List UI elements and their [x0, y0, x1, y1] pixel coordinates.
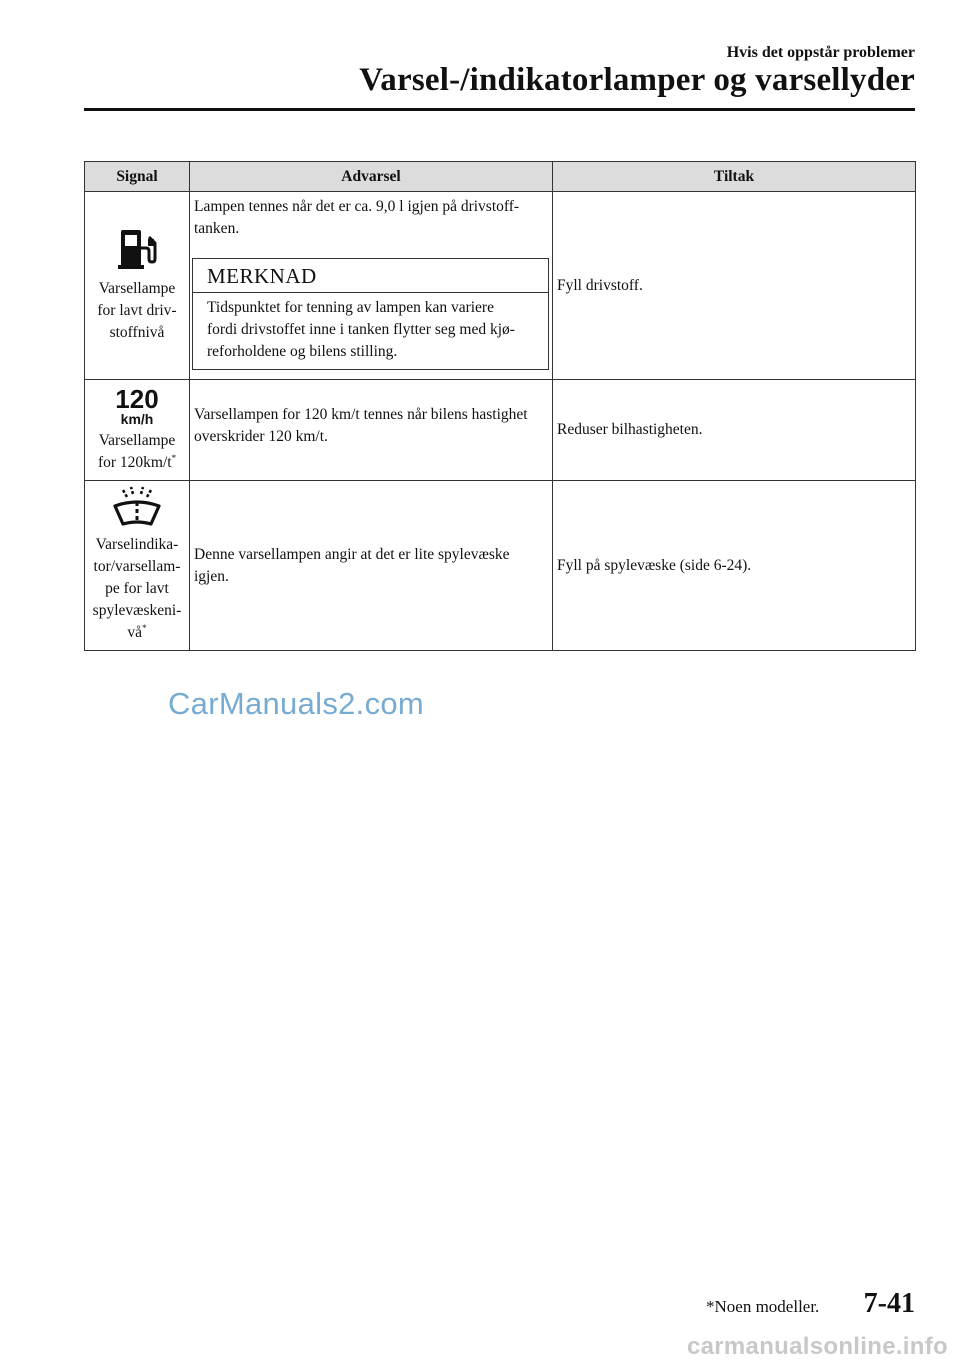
signal-label-line — [88, 452, 186, 474]
note-box — [192, 258, 549, 370]
advarsel-cell — [190, 380, 553, 481]
note-title: MERKNAD — [193, 259, 548, 293]
advarsel-line: Varsellampen for 120 km/t tennes når bilens hastighet — [194, 406, 528, 423]
signal-cell — [85, 481, 190, 651]
note-text — [193, 293, 548, 369]
signal-label-line: Varsellampe — [98, 279, 176, 297]
speed-unit: km/h — [120, 411, 154, 427]
advarsel-line: tanken. — [194, 220, 240, 237]
signal-label-line: spylevæskeni- — [92, 601, 182, 619]
tiltak-cell — [553, 380, 916, 481]
advarsel-line: igjen. — [194, 567, 229, 585]
signal-cell — [85, 192, 190, 380]
section-label: Hvis det oppstår problemer — [726, 44, 915, 61]
column-header-tiltak: Tiltak — [553, 162, 916, 192]
warning-lamp-table — [84, 161, 916, 651]
tiltak-text: Fyll på spylevæske (side 6-24). — [557, 556, 752, 574]
footnote-mark: * — [142, 622, 147, 633]
signal-label-line: vå — [127, 623, 143, 641]
column-header-signal: Signal — [85, 162, 190, 192]
column-header-advarsel: Advarsel — [190, 162, 553, 192]
advarsel-line: Lampen tennes når det er ca. 9,0 l igjen på drivstoff- — [194, 198, 520, 215]
title-rule — [84, 108, 915, 111]
footer-site-link[interactable]: carmanualsonline.info — [686, 1333, 948, 1360]
tiltak-cell — [553, 192, 916, 380]
table-row — [85, 380, 916, 481]
fuel-pump-icon — [117, 226, 157, 272]
note-line: fordi drivstoffet inne i tanken flytter seg med kjø- — [207, 321, 515, 338]
signal-label-line: tor/varsellam- — [93, 557, 181, 575]
watermark-link[interactable]: CarManuals2.com — [168, 686, 425, 721]
tiltak-cell — [553, 481, 916, 651]
tiltak-text: Reduser bilhastigheten. — [557, 421, 703, 438]
footnote-mark: * — [171, 452, 177, 463]
speed-number: 120 — [115, 384, 159, 414]
signal-label-line: for 120km/t — [97, 454, 172, 471]
advarsel-line: Denne varsellampen angir at det er lite spylevæske — [194, 545, 510, 563]
signal-label-line: Varselindika- — [95, 535, 179, 553]
signal-label-line — [88, 622, 186, 644]
page-title: Varsel-/indikatorlamper og varsellyder — [359, 62, 915, 98]
signal-cell — [85, 380, 190, 481]
advarsel-line: overskrider 120 km/t. — [194, 428, 328, 445]
advarsel-cell — [190, 192, 553, 380]
note-line: Tidspunktet for tenning av lampen kan variere — [207, 299, 494, 316]
footnote: *Noen modeller. — [706, 1297, 820, 1316]
washer-fluid-icon — [111, 486, 163, 528]
signal-label-line: Varsellampe — [98, 432, 176, 449]
signal-label-line: stoffnivå — [109, 323, 165, 341]
page-number: 7-41 — [863, 1288, 915, 1319]
signal-label-line: pe for lavt — [105, 579, 169, 597]
advarsel-cell — [190, 481, 553, 651]
speed-120-icon — [113, 384, 161, 428]
signal-label-line: for lavt driv- — [97, 301, 177, 319]
table-row — [85, 192, 916, 380]
table-row — [85, 481, 916, 651]
tiltak-text: Fyll drivstoff. — [557, 276, 643, 294]
note-line: reforholdene og bilens stilling. — [207, 343, 398, 360]
table-header-row — [85, 162, 916, 192]
